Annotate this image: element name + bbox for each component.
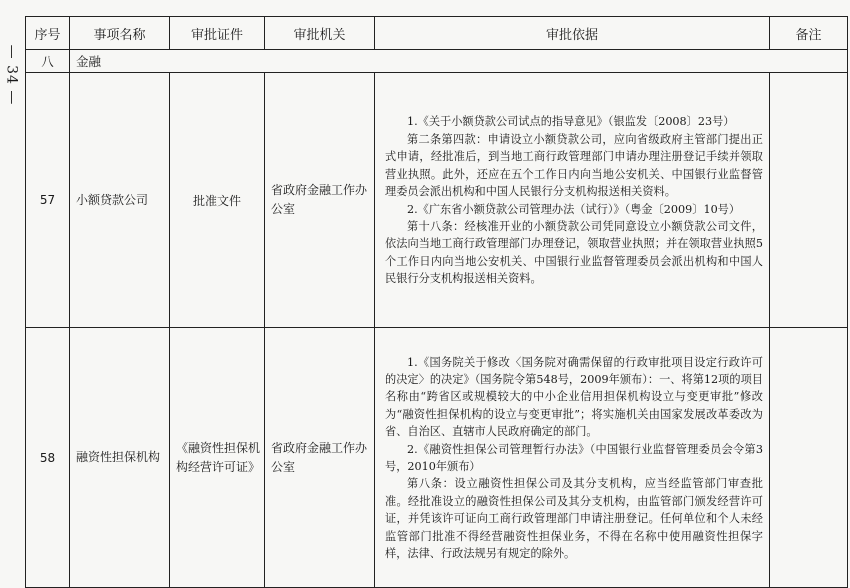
basis-paragraph: 第十八条：经核准开业的小额贷款公司凭同意设立小额贷款公司文件，依法向当地工商行政管理部门办理登记，领取营业执照；并在领取营业执照5个工作日内向当地公安机关、中国银行业监督管理委员会派出机构和中国人民银行分支机构报送相关资料。	[385, 219, 763, 286]
page-number: — 34 —	[3, 44, 19, 106]
authority: 省政府金融工作办公室	[265, 328, 375, 588]
header-basis: 审批依据	[375, 17, 770, 50]
basis-paragraph: 第八条：设立融资性担保公司及其分支机构，应当经监管部门审查批准。经批准设立的融资性担保公司及其分支机构，由监管部门颁发经营许可证，并凭该许可证向工商行政管理部门申请注册登记。任何单位和个人未经监管部门批准不得经营融资性担保业务，不得在名称中使用融资性担保字样，法律、行政法规另有规定的除外。	[385, 477, 763, 561]
row-no: 57	[26, 73, 70, 328]
approval-basis	[375, 328, 770, 588]
row-no: 58	[26, 328, 70, 588]
remark	[770, 73, 848, 328]
header-item: 事项名称	[70, 17, 170, 50]
table-row	[26, 73, 848, 328]
header-authority: 审批机关	[265, 17, 375, 50]
remark	[770, 328, 848, 588]
header-certificate: 审批证件	[170, 17, 265, 50]
category-row	[26, 50, 848, 73]
header-no: 序号	[26, 17, 70, 50]
basis-paragraph: 1.《国务院关于修改〈国务院对确需保留的行政审批项目设定行政许可的决定〉的决定》（国务院令第548号，2009年颁布）：一、将第12项的项目名称由“跨省区或规模较大的中小企业信用担保机构设立与变更审批”修改为“融资性担保机构的设立与变更审批”；将实施机关由国家发展改革委改为省、自治区、直辖市人民政府确定的部门。	[385, 355, 763, 439]
basis-paragraph: 2.《融资性担保公司管理暂行办法》（中国银行业监督管理委员会令第3号，2010年颁布）	[385, 442, 763, 473]
authority: 省政府金融工作办公室	[265, 73, 375, 328]
certificate: 《融资性担保机构经营许可证》	[170, 328, 265, 588]
approval-table	[25, 16, 848, 588]
item-name: 融资性担保机构	[70, 328, 170, 588]
table-header	[26, 17, 848, 50]
basis-paragraph: 2.《广东省小额贷款公司管理办法（试行）》（粤金〔2009〕10号）	[407, 202, 741, 216]
basis-paragraph: 第二条第四款：申请设立小额贷款公司，应向省级政府主管部门提出正式申请，经批准后，到当地工商行政管理部门申请办理注册登记手续并领取营业执照。此外，还应在五个工作日内向当地公安机关、中国银行业监督管理委员会派出机构和中国人民银行分支机构报送相关资料。	[385, 132, 763, 199]
header-remark: 备注	[770, 17, 848, 50]
table-row	[26, 328, 848, 588]
basis-paragraph: 1.《关于小额贷款公司试点的指导意见》（银监发〔2008〕23号）	[407, 115, 735, 129]
category-name: 金融	[70, 50, 848, 73]
item-name: 小额贷款公司	[70, 73, 170, 328]
approval-basis	[375, 73, 770, 328]
certificate: 批准文件	[170, 73, 265, 328]
category-no: 八	[26, 50, 70, 73]
